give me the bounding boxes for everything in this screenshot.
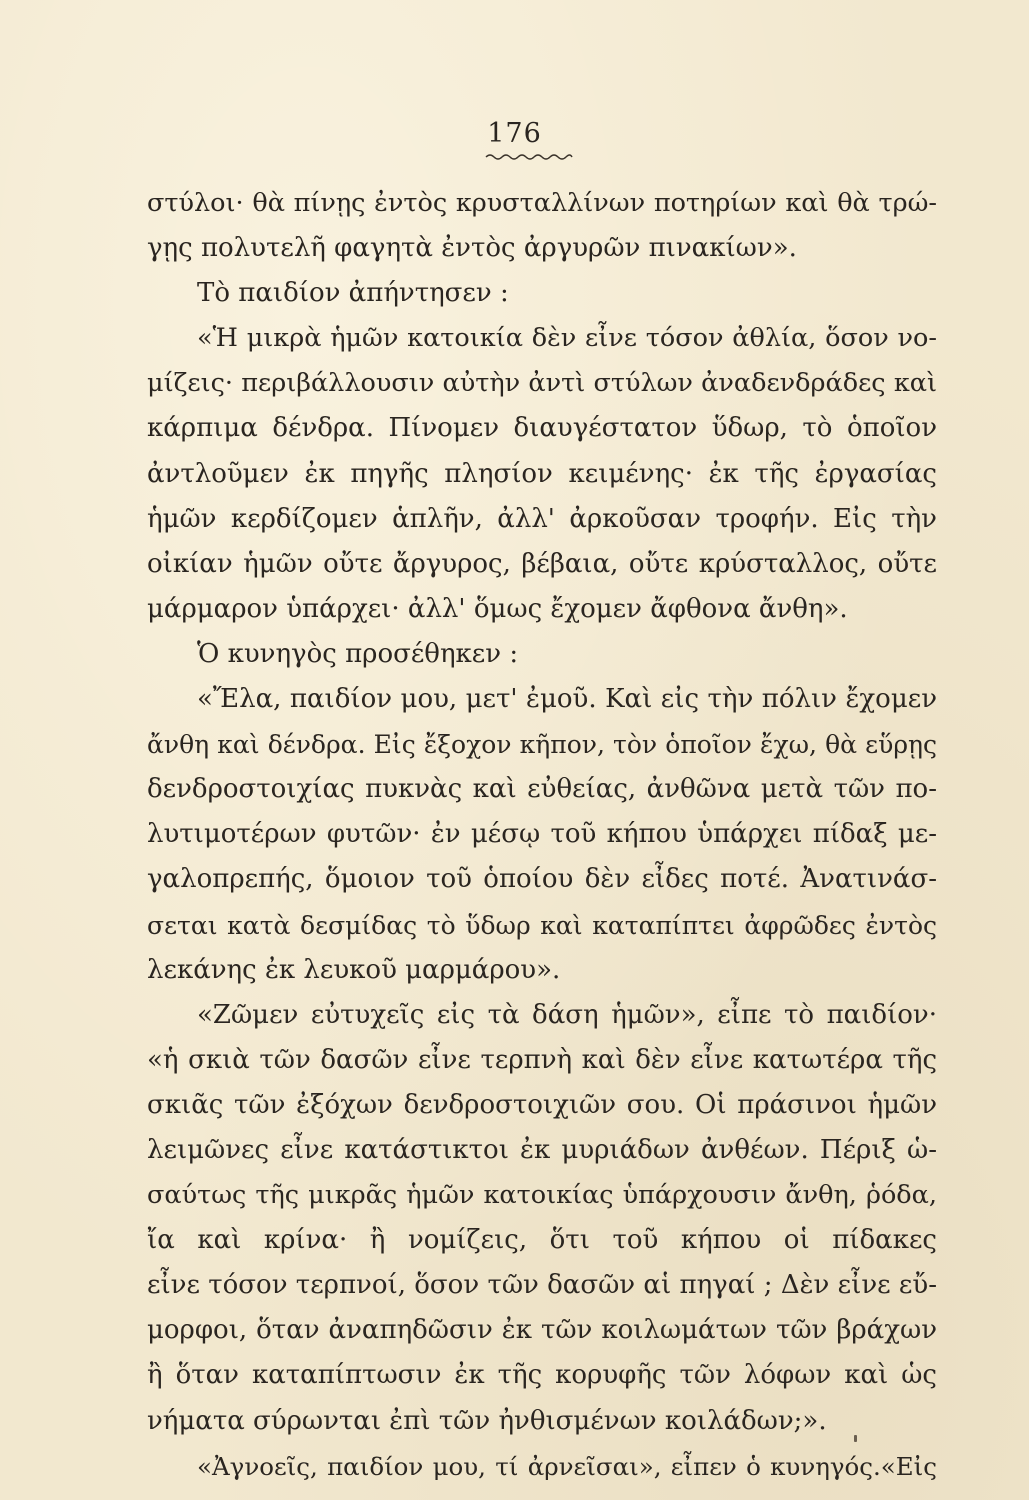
text-line: οἰκίαν ἡμῶν οὔτε ἄργυρος, βέβαια, οὔτε κρύσταλλος, οὔτε	[147, 548, 937, 579]
text-line: στύλοι· θὰ πίνῃς ἐντὸς κρυσταλλίνων ποτηρίων καὶ θὰ τρώ-	[147, 188, 937, 218]
text-line: ἀντλοῦμεν ἐκ πηγῆς πλησίον κειμένης· ἐκ τῆς ἐργασίας	[147, 458, 937, 489]
body-text	[147, 181, 937, 1489]
text-line: λυτιμοτέρων φυτῶν· ἐν μέσῳ τοῦ κήπου ὑπάρχει πίδαξ με-	[147, 819, 937, 850]
text-line: κάρπιμα δένδρα. Πίνομεν διαυγέστατον ὕδωρ, τὸ ὁποῖον	[147, 413, 937, 444]
text-line: λειμῶνες εἶνε κατάστικτοι ἐκ μυριάδων ἀνθέων. Πέριξ ὡ-	[147, 1134, 937, 1165]
text-line: Ὁ κυνηγὸς προσέθηκεν :	[197, 638, 519, 669]
text-line: ἄνθη καὶ δένδρα. Εἰς ἔξοχον κῆπον, τὸν ὁποῖον ἔχω, θὰ εὕρῃς	[147, 730, 937, 760]
wavy-underline-ornament	[484, 152, 574, 162]
text-line: Τὸ παιδίον ἀπήντησεν :	[197, 278, 509, 309]
text-line: γῃς πολυτελῆ φαγητὰ ἐντὸς ἀργυρῶν πινακίων».	[147, 233, 797, 264]
text-line: «Ζῶμεν εὐτυχεῖς εἰς τὰ δάση ἡμῶν», εἶπε τὸ παιδίον·	[197, 999, 937, 1030]
text-line: νήματα σύρωνται ἐπὶ τῶν ἠνθισμένων κοιλάδων;».	[147, 1405, 827, 1436]
text-line: «ἡ σκιὰ τῶν δασῶν εἶνε τερπνὴ καὶ δὲν εἶνε κατωτέρα τῆς	[147, 1044, 937, 1075]
text-line: «Ἔλα, παιδίον μου, μετ' ἐμοῦ. Καὶ εἰς τὴν πόλιν ἔχομεν	[197, 684, 937, 715]
text-line: ἡμῶν κερδίζομεν ἁπλῆν, ἀλλ' ἀρκοῦσαν τροφήν. Εἰς τὴν	[147, 503, 937, 534]
text-line: σκιᾶς τῶν ἐξόχων δενδροστοιχιῶν σου. Οἱ πράσινοι ἡμῶν	[147, 1089, 937, 1120]
text-line: λεκάνης ἐκ λευκοῦ μαρμάρου».	[147, 954, 561, 985]
text-line: σαύτως τῆς μικρᾶς ἡμῶν κατοικίας ὑπάρχουσιν ἄνθη, ῥόδα,	[147, 1180, 937, 1211]
text-line: μάρμαρον ὑπάρχει· ἀλλ' ὅμως ἔχομεν ἄφθονα ἄνθη».	[147, 593, 848, 624]
text-line: ἴα καὶ κρίνα· ἢ νομίζεις, ὅτι τοῦ κήπου οἱ πίδακες	[147, 1225, 937, 1256]
text-line: «Ἀγνοεῖς, παιδίον μου, τί ἀρνεῖσαι», εἶπεν ὁ κυνηγός.«Εἰς	[197, 1451, 937, 1481]
text-line: ἢ ὅταν καταπίπτωσιν ἐκ τῆς κορυφῆς τῶν λόφων καὶ ὡς	[147, 1360, 937, 1391]
text-line: δενδροστοιχίας πυκνὰς καὶ εὐθείας, ἀνθῶνα μετὰ τῶν πο-	[147, 774, 937, 805]
text-line: σεται κατὰ δεσμίδας τὸ ὕδωρ καὶ καταπίπτει ἀφρῶδες ἐντὸς	[147, 910, 937, 940]
text-line: μίζεις· περιβάλλουσιν αὐτὴν ἀντὶ στύλων ἀναδενδράδες καὶ	[147, 368, 937, 399]
text-line: μορφοι, ὅταν ἀναπηδῶσιν ἐκ τῶν κοιλωμάτων τῶν βράχων	[147, 1315, 937, 1346]
text-line: «Ἡ μικρὰ ἡμῶν κατοικία δὲν εἶνε τόσον ἀθλία, ὅσον νο-	[197, 323, 937, 354]
page-number: 176	[487, 118, 542, 149]
text-line: εἶνε τόσον τερπνοί, ὅσον τῶν δασῶν αἱ πηγαί ; Δὲν εἶνε εὔ-	[147, 1270, 937, 1301]
ink-speck	[854, 1435, 857, 1442]
text-line: γαλοπρεπής, ὅμοιον τοῦ ὁποίου δὲν εἶδες ποτέ. Ἀνατινάσ-	[147, 864, 937, 895]
